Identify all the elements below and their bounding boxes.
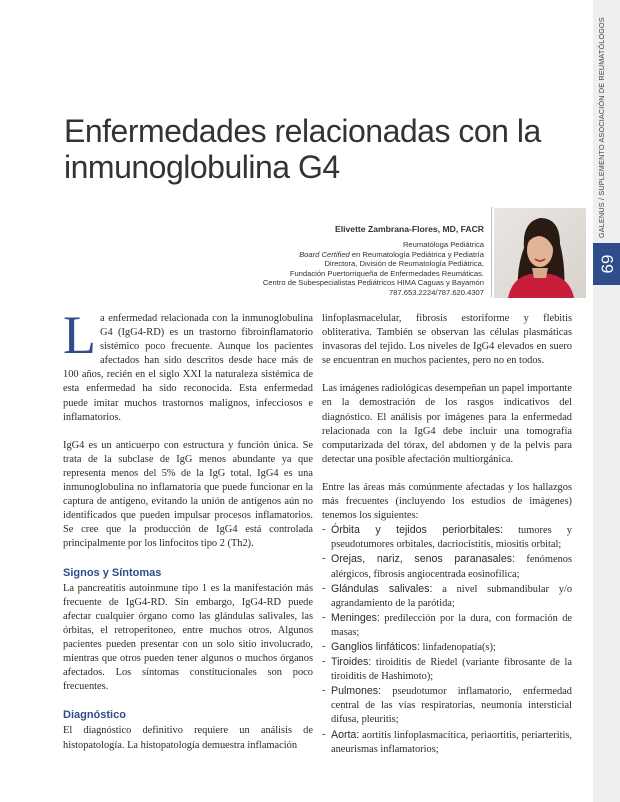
section-heading-diagnostico: Diagnóstico: [63, 709, 126, 722]
list-item-term: Meninges:: [331, 611, 380, 624]
paragraph: El diagnóstico definitivo requiere un análisis de histopatología. La histopatología demuestra inflamación: [63, 725, 313, 751]
author-divider: [491, 207, 492, 297]
intro-paragraph: [63, 305, 313, 425]
author-name: Elivette Zambrana-Flores, MD, FACR: [335, 224, 484, 234]
list-item: [322, 582, 572, 611]
list-item-term: Tiroides:: [331, 656, 372, 669]
list-item: [322, 523, 572, 552]
author-block: [154, 224, 484, 298]
list-item: [322, 552, 572, 581]
paragraph: Las imágenes radiológicas desempeñan un papel importante en la demostración de los rasgos indicativos del diagnóstico. El análisis por imágenes para la enfermedad relacionada con la IgG4 debe incluir una tomografía computarizada del tórax, del abdomen y de la pelvis para detectar una posible afectación multiorgánica.: [322, 383, 572, 465]
list-item-term: Pulmones:: [331, 685, 382, 698]
list-item: [322, 655, 572, 684]
list-item-desc: pseudotumor inflamatorio, enfermedad central de las vías respiratorias, neumonía intersticial difusa, pleuritis;: [331, 686, 572, 726]
list-item-term: Ganglios linfáticos:: [331, 640, 420, 653]
author-line-italic: Board Certified: [299, 249, 350, 259]
affected-areas-list: [322, 523, 572, 757]
article-title: Enfermedades relacionadas con la inmunoglobulina G4: [64, 113, 541, 185]
author-phone: 787.653.2224/787.620.4307: [388, 287, 484, 297]
list-intro: Entre las áreas más comúnmente afectadas y los hallazgos más frecuentes (incluyendo los estudios de imágenes) tenemos los siguientes:: [322, 481, 572, 522]
page-number-tab: [593, 243, 620, 285]
paragraph: linfoplasmacelular, fibrosis estoriforme y flebitis obliterativa. También se observan las células plasmáticas invasoras del tejido. Los niveles de IgG4 elevados en suero se encuentran en muchos pacientes, pero no en todos.: [322, 313, 572, 367]
journal-running-header: GALENUS / SUPLEMENTO ASOCIACIÓN DE REUMATÓLOGOS: [597, 17, 606, 238]
paragraph: La pancreatitis autoinmune tipo 1 es la manifestación más frecuente de IgG4-RD. Sin embargo, IgG4-RD puede afectar cualquier órgano como las glándulas salivales, las órbitas, el retroperitoneo, entre muchos otros. Algunos pacientes pueden presentar con un solo sitio involucrado, mientras que otros pueden tener algunos o muchos órganos afectados. Los síntomas constitucionales son poco frecuentes.: [63, 582, 313, 693]
author-line-rest: en Reumatología Pediátrica y Pediatría: [349, 249, 484, 259]
list-item: [322, 611, 572, 640]
page-number: 69: [597, 254, 617, 274]
list-item: [322, 640, 572, 655]
left-column: [63, 305, 313, 767]
section-heading-signos: Signos y Síntomas: [63, 566, 162, 579]
list-item-desc: a nivel submandibular y/o agrandamiento de la parótida;: [331, 583, 573, 609]
list-item-desc: tumores y pseudotumores orbitales, dacriocistitis, miositis orbital;: [331, 525, 573, 551]
list-item-term: Orejas, nariz, senos paranasales:: [331, 553, 516, 566]
list-item-term: Glándulas salivales:: [331, 582, 433, 595]
list-item-desc: fenómenos alérgicos, fibrosis angiocentrada eosinofílica;: [331, 554, 572, 580]
list-item-term: Órbita y tejidos periorbitales:: [331, 524, 503, 537]
paragraph: IgG4 es un anticuerpo con estructura y función única. Se trata de la subclase de IgG menos abundante ya que representa menos del 5% de la IgG total. IgG4 es una inmunoglobulina no inflamatoria que puede funcionar en la captura de antígeno, evitando la unión de antígenos aún no identificados que pueden impulsar procesos inflamatorios. Se cree que la producción de IgG4 está controlada principalmente por los linfocitos tipo 2 (Th2).: [63, 439, 313, 550]
list-item: [322, 684, 572, 727]
list-item-desc: aortitis linfoplasmacítica, periaortitis, periarteritis, aneurismas inflamatorios;: [331, 729, 572, 755]
list-item-desc: linfadenopatía(s);: [419, 641, 496, 653]
author-photo: [494, 208, 586, 298]
intro-text: a enfermedad relacionada con la inmunoglobulina G4 (IgG4-RD) es un trastorno fibroinflamatorio sistémico poco frecuente. Aunque los pacientes afectados han sido descritos desde hace más de 100 años, recién en el siglo XXI la naturaleza sistémica de esta enfermedad ha sido reconocida. Esta enfermedad puede imitar muchos trastornos malignos, infecciosos e inflamatorios.: [63, 313, 313, 423]
list-item: [322, 728, 572, 757]
author-line: [154, 250, 484, 260]
drop-cap: L: [63, 305, 96, 365]
author-line: Reumatóloga Pediátrica: [402, 240, 484, 249]
author-line: Fundación Puertorriqueña de Enfermedades Reumáticas.: [289, 268, 484, 278]
author-line: Directora, División de Reumatología Pediátrica,: [324, 259, 484, 269]
right-column: [322, 312, 572, 757]
list-item-desc: predilección por la dura, con formación de masas;: [331, 612, 572, 638]
list-item-desc: tiroiditis de Riedel (variante fibrosante de la tiroiditis de Hashimoto);: [331, 657, 572, 683]
author-line: Centro de Subespecialistas Pediátricos HIMA Caguas y Bayamón: [262, 278, 484, 288]
list-item-term: Aorta:: [331, 728, 360, 741]
